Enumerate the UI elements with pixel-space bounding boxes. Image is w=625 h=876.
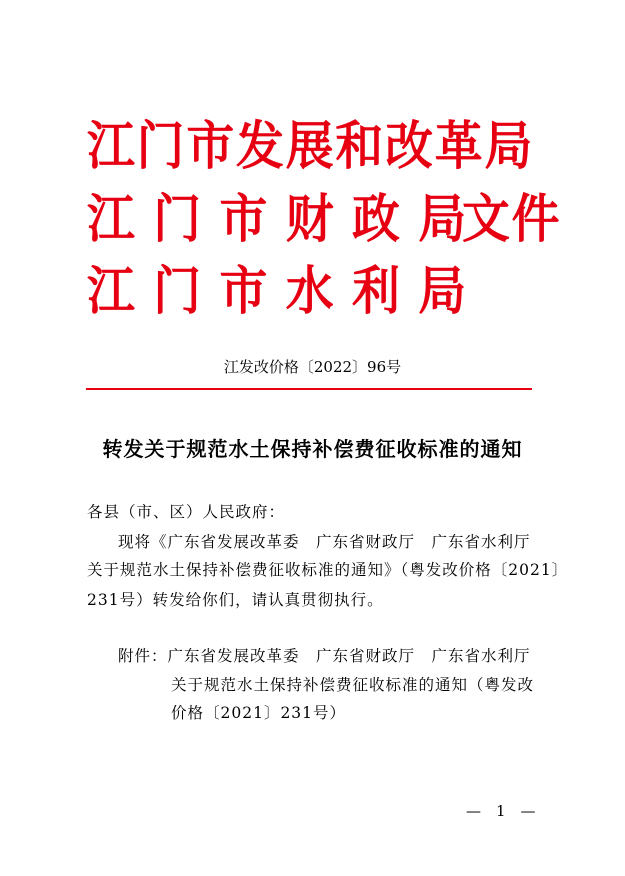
page-number: — 1 — (466, 802, 536, 820)
issuer-line-1: 江门市发展和改革局 (87, 117, 535, 177)
body-line-2: 关于规范水土保持补偿费征收标准的通知》（粤发改价格〔2021〕 (87, 561, 569, 579)
attachment-line-2: 关于规范水土保持补偿费征收标准的通知（粤发改 (171, 676, 535, 694)
document-title: 转发关于规范水土保持补偿费征收标准的通知 (102, 437, 523, 461)
body-line-3: 231号）转发给你们，请认真贯彻执行。 (87, 591, 384, 609)
issuer-line-2: 江门市财政局 (87, 190, 485, 250)
attachment-line-3: 价格〔2021〕231号） (171, 704, 347, 722)
document-number: 江发改价格〔2022〕96号 (223, 358, 402, 376)
issuer-line-3: 江门市水利局 (87, 262, 485, 322)
red-divider (86, 388, 532, 390)
body-line-1: 现将《广东省发展改革委 广东省财政厅 广东省水利厅 (118, 533, 531, 551)
document-label: 文件 (462, 190, 562, 250)
salutation: 各县（市、区）人民政府： (87, 503, 286, 521)
attachment-line-1: 附件：广东省发展改革委 广东省财政厅 广东省水利厅 (118, 647, 531, 665)
